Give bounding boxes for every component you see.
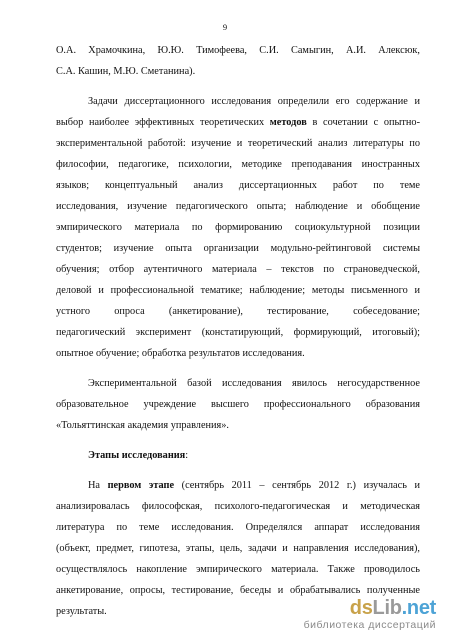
document-body bbox=[56, 40, 420, 622]
text-line: На первом этапе (сентябрь 2011 – сентябрь 2012 г.) изучалась и bbox=[88, 480, 420, 491]
text-line: результаты. bbox=[56, 606, 107, 617]
text-line: языков; концептуальный анализ диссертационных работ по теме bbox=[56, 180, 420, 191]
text-line: деловой и профессиональной тематике; наблюдение; методы письменного и bbox=[56, 285, 420, 296]
text-line: О.А. Храмочкина, Ю.Ю. Тимофеева, С.И. Самыгин, А.И. Алексюк, bbox=[56, 45, 420, 56]
text-line: образовательное учреждение высшего профессионального образования bbox=[56, 399, 420, 410]
paragraph-research-tasks bbox=[56, 91, 420, 364]
page-number: 9 bbox=[222, 22, 228, 32]
text-line: студентов; изучение опыта организации модульно-рейтинговой системы bbox=[56, 243, 420, 254]
paragraph-experimental-base bbox=[56, 373, 420, 436]
text-line: педагогический эксперимент (констатирующий, формирующий, итоговый); bbox=[56, 327, 420, 338]
bold-term-first-stage: первом этапе bbox=[107, 480, 175, 491]
text-line: Задачи диссертационного исследования определили его содержание и bbox=[88, 96, 420, 107]
heading-text: Этапы исследования bbox=[88, 450, 186, 461]
text-line: исследования, изучение педагогического опыта; наблюдение и обобщение bbox=[56, 201, 420, 212]
dslib-logo: dsLib.net bbox=[349, 597, 436, 619]
text-line: выбор наиболее эффективных теоретических методов в сочетании с опытно- bbox=[56, 117, 420, 128]
text-line: эмпирического материала по формированию социокультурной позиции bbox=[56, 222, 420, 233]
text-line: осуществлялось накопление эмпирического материала. Также проводилось bbox=[56, 564, 420, 575]
section-heading-stages bbox=[56, 445, 420, 466]
dslib-watermark bbox=[304, 597, 436, 631]
text-line: экспериментальной работой: изучение и теоретический анализ литературы по bbox=[56, 138, 420, 149]
watermark-caption: библиотека диссертаций bbox=[303, 619, 436, 631]
text-line: опытное обучение; обработка результатов исследования. bbox=[56, 348, 305, 359]
text-line: литература по теме исследования. Определялся аппарат исследования bbox=[56, 522, 420, 533]
text-line: Экспериментальной базой исследования явилось негосударственное bbox=[88, 378, 420, 389]
text-line: анкетирование, опросы, тестирование, беседы и обрабатывались полученные bbox=[56, 585, 420, 596]
text-line: философии, педагогике, психологии, методике преподавания иностранных bbox=[56, 159, 420, 170]
heading-line: Этапы исследования: bbox=[88, 450, 189, 461]
text-line: обучения; отбор аутентичного материала – текстов по страноведческой, bbox=[56, 264, 420, 275]
text-line: (объект, предмет, гипотеза, этапы, цель, задачи и направления исследования), bbox=[56, 543, 420, 554]
text-line: анализировалась философская, психолого-педагогическая и методическая bbox=[56, 501, 420, 512]
text-line: устного опроса (анкетирование), тестирование, собеседование; bbox=[56, 306, 420, 317]
text-line: С.А. Кашин, М.Ю. Сметанина). bbox=[56, 66, 196, 77]
paragraph-authors bbox=[56, 40, 420, 82]
bold-term-methods: методов bbox=[269, 117, 307, 128]
text-line: «Тольяттинская академия управления». bbox=[56, 420, 229, 431]
